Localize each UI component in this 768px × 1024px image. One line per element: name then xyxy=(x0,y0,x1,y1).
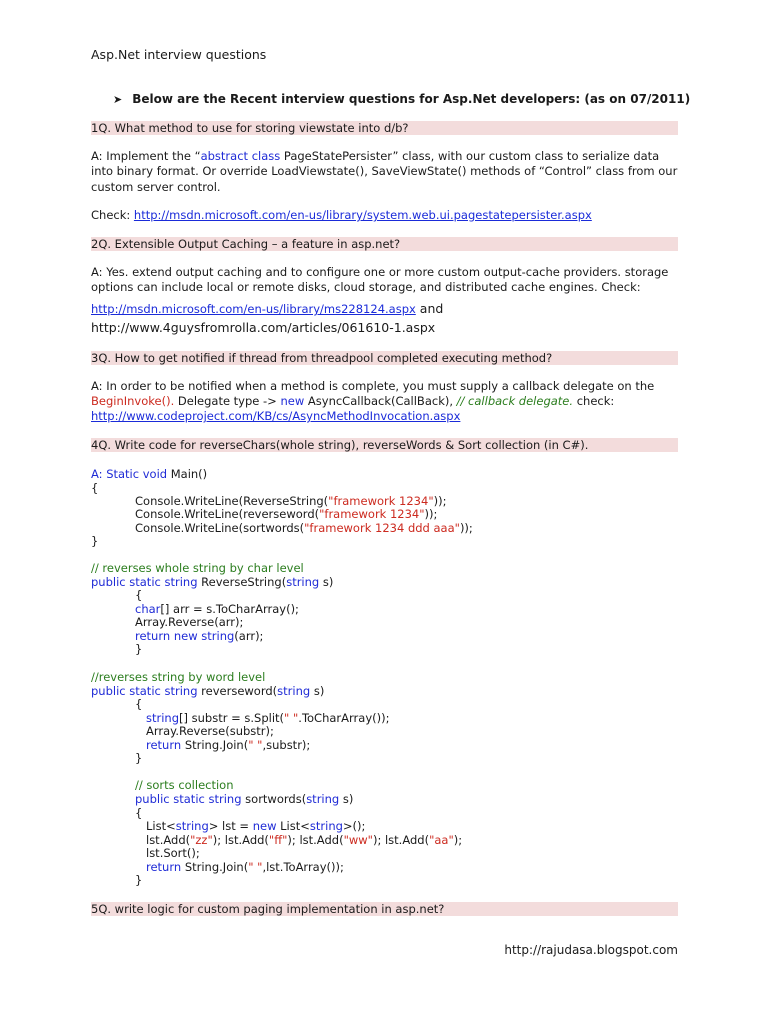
code-line: { xyxy=(135,588,143,602)
code-keyword: string xyxy=(164,575,198,589)
code-line: { xyxy=(91,481,99,495)
code-line xyxy=(91,685,324,699)
keyword-new: new xyxy=(280,394,305,408)
code-string: "ff" xyxy=(268,833,288,847)
code-line: { xyxy=(135,697,143,711)
code-line: Array.Reverse(arr); xyxy=(135,615,244,629)
code-string: "framework 1234" xyxy=(328,494,434,508)
code-text: ReverseString( xyxy=(243,494,329,508)
and-text: and xyxy=(415,301,444,316)
question-5: 5Q. write logic for custom paging implementation in asp.net? xyxy=(91,902,678,916)
check-line-1 xyxy=(91,208,592,222)
answer-1-text: A: Implement the “ xyxy=(91,149,201,163)
code-text: ); xyxy=(372,833,385,847)
code-line: } xyxy=(135,751,143,765)
code-string: "framework 1234 ddd aaa" xyxy=(304,521,460,535)
code-comment: // reverses whole string by char level xyxy=(91,561,304,575)
code-comment: //reverses string by word level xyxy=(91,670,266,684)
footer-url: http://rajudasa.blogspot.com xyxy=(504,943,678,957)
code-string: " " xyxy=(284,711,299,725)
begin-invoke-text: BeginInvoke(). xyxy=(91,394,175,408)
code-keyword: new xyxy=(252,819,277,833)
code-text: ,lst.ToArray()); xyxy=(262,860,344,874)
code-string: "ww" xyxy=(343,833,373,847)
code-text: s) xyxy=(310,684,325,698)
link-pagestatepersister[interactable]: http://msdn.microsoft.com/en-us/library/system.web.ui.pagestatepersister.aspx xyxy=(133,208,592,222)
code-keyword: string xyxy=(306,792,340,806)
code-keyword: string xyxy=(146,711,180,725)
code-text: reverseword( xyxy=(197,684,278,698)
code-text: [] substr = s.Split( xyxy=(179,711,285,725)
code-keyword: string xyxy=(309,819,343,833)
answer-3-line1: A: In order to be notified when a method is complete, you must supply a callback delegate on the xyxy=(91,379,655,393)
code-text: ,substr); xyxy=(262,738,311,752)
link-ms228124[interactable]: http://msdn.microsoft.com/en-us/library/ms228124.aspx xyxy=(91,302,416,316)
question-2: 2Q. Extensible Output Caching – a feature in asp.net? xyxy=(91,237,678,251)
code-keyword: string xyxy=(277,684,311,698)
code-keyword: string xyxy=(286,575,320,589)
callback-comment: // callback delegate. xyxy=(456,394,574,408)
code-text: ); xyxy=(287,833,300,847)
code-comment: // sorts collection xyxy=(135,778,234,792)
code-keyword: string xyxy=(175,819,209,833)
code-line xyxy=(135,630,263,644)
check-text: check: xyxy=(573,394,615,408)
code-line xyxy=(146,861,344,875)
code-keyword: public static xyxy=(135,792,205,806)
keyword-abstract-class: abstract class xyxy=(200,149,281,163)
code-text: ); xyxy=(453,833,463,847)
code-string: " " xyxy=(248,860,263,874)
code-text: List< xyxy=(146,819,176,833)
link-asyncmethodinvocation[interactable]: http://www.codeproject.com/KB/cs/AsyncMethodInvocation.aspx xyxy=(91,409,461,423)
code-keyword: return xyxy=(135,629,171,643)
question-4: 4Q. Write code for reverseChars(whole string), reverseWords & Sort collection (in C#). xyxy=(91,438,678,452)
code-string: "zz" xyxy=(190,833,213,847)
code-text: Console.WriteLine( xyxy=(135,521,244,535)
code-keyword: string xyxy=(208,792,242,806)
code-text: .ToCharArray()); xyxy=(298,711,390,725)
code-text: lst.Add( xyxy=(224,833,269,847)
check-label: Check: xyxy=(91,208,134,222)
code-keyword: new xyxy=(173,629,198,643)
code-text: )); xyxy=(424,507,438,521)
code-text: > lst = xyxy=(208,819,253,833)
link-line-3 xyxy=(91,409,460,423)
code-line xyxy=(91,576,333,590)
code-keyword: char xyxy=(135,602,161,616)
code-text: lst.Add( xyxy=(299,833,344,847)
code-line xyxy=(135,522,473,536)
code-text: List< xyxy=(276,819,310,833)
code-line: { xyxy=(135,806,143,820)
code-text: >(); xyxy=(342,819,366,833)
code-text: s) xyxy=(319,575,334,589)
code-text: reverseword( xyxy=(243,507,320,521)
async-callback-text: AsyncCallback(CallBack), xyxy=(304,394,457,408)
code-line xyxy=(91,468,207,482)
intro-text: Below are the Recent interview questions for Asp.Net developers: (as on 07/2011) xyxy=(132,92,691,106)
code-text: Console.WriteLine( xyxy=(135,507,244,521)
code-line: } xyxy=(135,873,143,887)
code-keyword: public static xyxy=(91,575,161,589)
code-text: String.Join( xyxy=(181,738,249,752)
code-keyword: return xyxy=(146,860,182,874)
code-string: " " xyxy=(248,738,263,752)
code-text: (arr); xyxy=(234,629,264,643)
link-line-2 xyxy=(91,301,443,316)
code-text: s) xyxy=(339,792,354,806)
answer-2: A: Yes. extend output caching and to configure one or more custom output-cache providers. storage options can include local or remote disks, cloud storage, and distributed cache engines. Check: xyxy=(91,265,669,295)
code-text: String.Join( xyxy=(181,860,249,874)
code-text: ReverseString( xyxy=(197,575,287,589)
code-text: )); xyxy=(433,494,447,508)
code-keyword: string xyxy=(201,629,235,643)
code-text: ); xyxy=(212,833,225,847)
code-line: } xyxy=(135,642,143,656)
code-line: Array.Reverse(substr); xyxy=(146,724,274,738)
answer-3-line2 xyxy=(91,394,614,408)
code-keyword: return xyxy=(146,738,182,752)
code-string: "aa" xyxy=(429,833,454,847)
code-text: sortwords( xyxy=(243,521,305,535)
question-3: 3Q. How to get notified if thread from threadpool completed executing method? xyxy=(91,351,678,365)
delegate-type-text: Delegate type -> xyxy=(174,394,281,408)
code-keyword: string xyxy=(164,684,198,698)
code-text: [] arr = s.ToCharArray(); xyxy=(160,602,299,616)
code-string: "framework 1234" xyxy=(319,507,425,521)
code-keyword: A: Static void xyxy=(91,467,168,481)
code-text: Main() xyxy=(167,467,208,481)
code-keyword: public static xyxy=(91,684,161,698)
question-1: 1Q. What method to use for storing viewstate into d/b? xyxy=(91,121,678,135)
answer-1-rest: PageStatePersister” class, with our custom class to serialize data into binary format. Or override LoadViewstate(), SaveViewState() methods of “Control” class from our custom server control. xyxy=(91,149,678,194)
code-line: } xyxy=(91,534,99,548)
url-4guysfromrolla: http://www.4guysfromrolla.com/articles/061610-1.aspx xyxy=(91,320,436,335)
document-header: Asp.Net interview questions xyxy=(91,47,267,62)
code-line xyxy=(135,508,437,522)
answer-1 xyxy=(91,149,681,195)
arrow-bullet-icon: ➤ xyxy=(113,93,123,106)
code-text: lst.Add( xyxy=(146,833,191,847)
code-line xyxy=(135,793,353,807)
code-text: Console.WriteLine( xyxy=(135,494,244,508)
code-text: lst.Add( xyxy=(384,833,430,847)
code-line xyxy=(146,820,365,834)
intro-line xyxy=(113,92,690,106)
code-text: )); xyxy=(459,521,473,535)
code-line: lst.Sort(); xyxy=(146,846,200,860)
code-text: sortwords( xyxy=(241,792,307,806)
code-line xyxy=(146,739,310,753)
